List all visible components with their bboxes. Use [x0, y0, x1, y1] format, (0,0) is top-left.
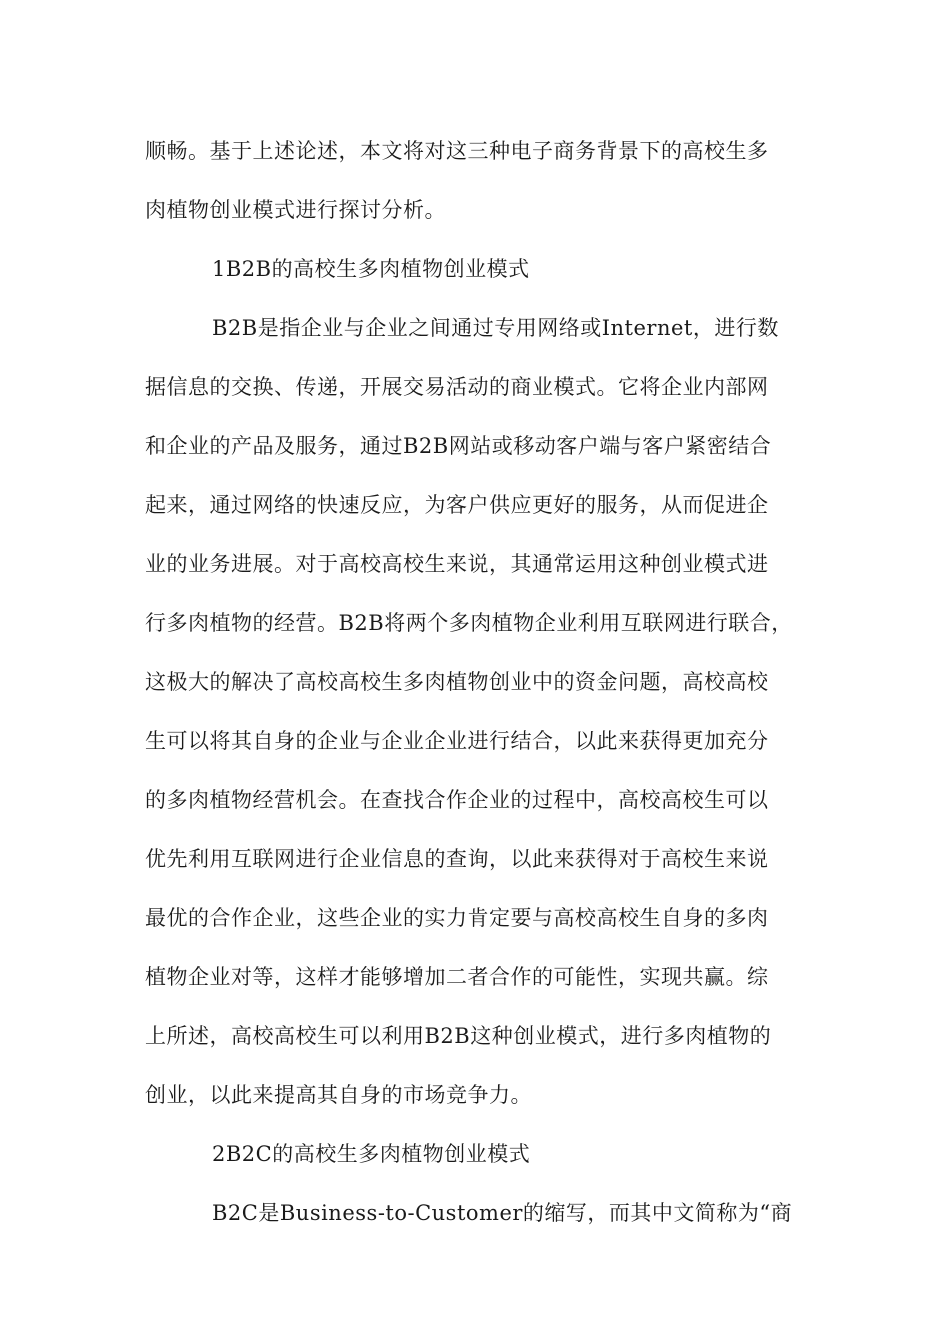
- text-line: 植物企业对等，这样才能够增加二者合作的可能性，实现共赢。综: [145, 965, 769, 989]
- section-heading-b2b: 1B2B的高校生多肉植物创业模式: [212, 257, 530, 281]
- text-line: 顺畅。基于上述论述，本文将对这三种电子商务背景下的高校生多: [145, 139, 769, 163]
- text-line: 创业，以此来提高其自身的市场竞争力。: [145, 1083, 532, 1107]
- text-line: B2B是指企业与企业之间通过专用网络或Internet，进行数: [212, 316, 779, 340]
- text-line: 上所述，高校高校生可以利用B2B这种创业模式，进行多肉植物的: [145, 1024, 772, 1048]
- text-line: 肉植物创业模式进行探讨分析。: [145, 198, 446, 222]
- text-line: 行多肉植物的经营。B2B将两个多肉植物企业利用互联网进行联合，: [145, 611, 793, 635]
- text-line: 业的业务进展。对于高校高校生来说，其通常运用这种创业模式进: [145, 552, 769, 576]
- text-line: 的多肉植物经营机会。在查找合作企业的过程中，高校高校生可以: [145, 788, 769, 812]
- text-line: B2C是Business-to-Customer的缩写，而其中文简称为“商: [212, 1201, 793, 1225]
- text-line: 起来，通过网络的快速反应，为客户供应更好的服务，从而促进企: [145, 493, 769, 517]
- text-line: 这极大的解决了高校高校生多肉植物创业中的资金问题，高校高校: [145, 670, 769, 694]
- section-heading-b2c: 2B2C的高校生多肉植物创业模式: [212, 1142, 531, 1166]
- text-line: 优先利用互联网进行企业信息的查询，以此来获得对于高校生来说: [145, 847, 769, 871]
- text-line: 和企业的产品及服务，通过B2B网站或移动客户端与客户紧密结合: [145, 434, 772, 458]
- text-line: 生可以将其自身的企业与企业企业进行结合，以此来获得更加充分: [145, 729, 769, 753]
- text-line: 最优的合作企业，这些企业的实力肯定要与高校高校生自身的多肉: [145, 906, 769, 930]
- text-line: 据信息的交换、传递，开展交易活动的商业模式。它将企业内部网: [145, 375, 769, 399]
